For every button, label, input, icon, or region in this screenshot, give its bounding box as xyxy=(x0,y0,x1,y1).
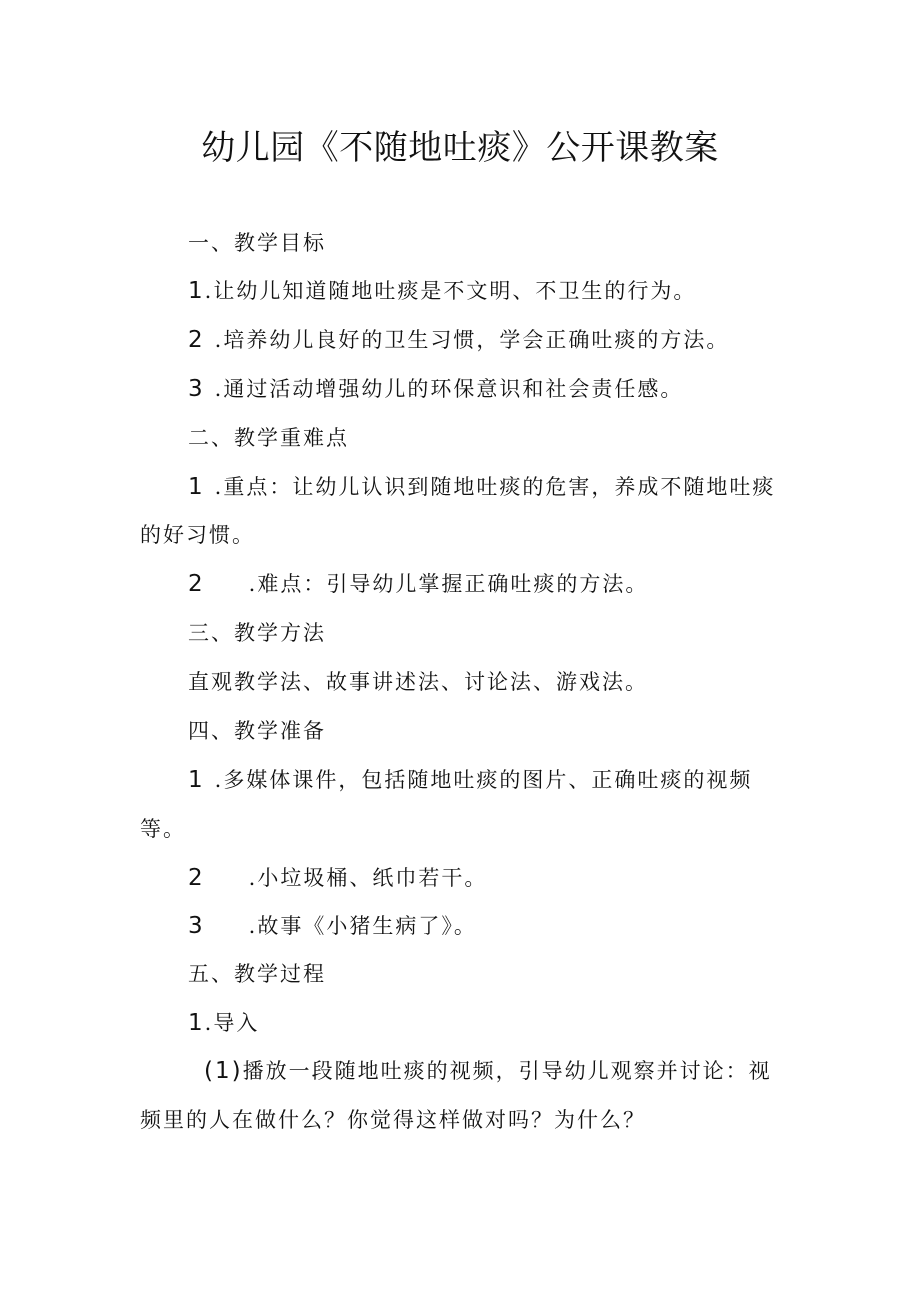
item-text: 播放一段随地吐痰的视频，引导幼儿观察并讨论：视 xyxy=(242,1059,772,1083)
item-text: .通过活动增强幼儿的环保意识和社会责任感。 xyxy=(214,377,684,401)
preparation-item-1 xyxy=(188,765,752,795)
item-number: 1 xyxy=(188,1010,205,1036)
key-point-item-1-continued: 的好习惯。 xyxy=(140,523,255,547)
item-number: (1) xyxy=(204,1058,243,1084)
preparation-item-2 xyxy=(188,863,487,893)
process-sub-step-1-continued: 频里的人在做什么？你觉得这样做对吗？为什么？ xyxy=(140,1108,646,1132)
key-point-item-2 xyxy=(188,569,648,599)
item-text: .故事《小猪生病了》。 xyxy=(248,914,477,938)
item-number: 2 xyxy=(188,571,205,597)
document-title: 幼儿园《不随地吐痰》公开课教案 xyxy=(201,128,719,168)
item-number: 3 xyxy=(188,913,205,939)
item-text: .让幼儿知道随地吐痰是不文明、不卫生的行为。 xyxy=(204,279,697,303)
process-sub-step-1 xyxy=(204,1056,772,1086)
item-text: .导入 xyxy=(204,1011,260,1035)
key-point-item-1 xyxy=(188,472,775,502)
item-number: 1 xyxy=(188,474,205,500)
section-heading-preparation: 四、教学准备 xyxy=(188,719,326,743)
item-number: 3 xyxy=(188,376,205,402)
preparation-item-3 xyxy=(188,911,477,941)
preparation-item-1-continued: 等。 xyxy=(140,817,186,841)
item-text: .小垃圾桶、纸巾若干。 xyxy=(248,866,488,890)
section-heading-goals: 一、教学目标 xyxy=(188,231,326,255)
item-number: 1 xyxy=(188,767,205,793)
item-text: .重点：让幼儿认识到随地吐痰的危害，养成不随地吐痰 xyxy=(214,475,776,499)
item-number: 1 xyxy=(188,278,205,304)
section-heading-key-points: 二、教学重难点 xyxy=(188,426,349,450)
goal-item-3 xyxy=(188,374,683,404)
process-step-1 xyxy=(188,1008,259,1038)
goal-item-1 xyxy=(188,276,696,306)
section-heading-process: 五、教学过程 xyxy=(188,962,326,986)
item-number: 2 xyxy=(188,865,205,891)
section-heading-methods: 三、教学方法 xyxy=(188,621,326,645)
item-number: 2 xyxy=(188,327,205,353)
methods-text: 直观教学法、故事讲述法、讨论法、游戏法。 xyxy=(188,670,648,694)
item-text: .难点：引导幼儿掌握正确吐痰的方法。 xyxy=(248,572,649,596)
goal-item-2 xyxy=(188,325,729,355)
item-text: .培养幼儿良好的卫生习惯，学会正确吐痰的方法。 xyxy=(214,328,730,352)
item-text: .多媒体课件，包括随地吐痰的图片、正确吐痰的视频 xyxy=(214,768,753,792)
